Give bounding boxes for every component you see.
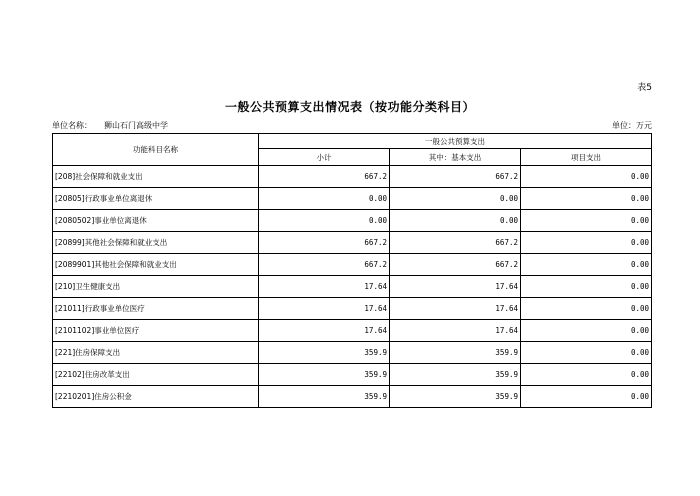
table-row	[53, 188, 652, 210]
row-subtotal-cell: 667.2	[259, 232, 390, 254]
row-name-cell: [2089901]其他社会保障和就业支出	[53, 254, 259, 276]
row-project-cell: 0.00	[521, 210, 652, 232]
table-row	[53, 276, 652, 298]
column-group-header: 一般公共预算支出	[259, 134, 652, 149]
row-subtotal-cell: 17.64	[259, 276, 390, 298]
row-basic-cell: 0.00	[390, 210, 521, 232]
unit-label: 单位名称：	[52, 121, 92, 130]
row-basic-cell: 359.9	[390, 364, 521, 386]
column-header-basic: 其中：基本支出	[390, 149, 521, 166]
currency-unit: 单位：万元	[612, 121, 652, 130]
row-basic-cell: 17.64	[390, 320, 521, 342]
column-header-project: 项目支出	[521, 149, 652, 166]
row-subtotal-cell: 667.2	[259, 254, 390, 276]
unit-info	[52, 120, 168, 131]
table-row	[53, 232, 652, 254]
column-header-name: 功能科目名称	[53, 134, 259, 166]
row-project-cell: 0.00	[521, 188, 652, 210]
row-name-cell: [208]社会保障和就业支出	[53, 166, 259, 188]
row-name-cell: [2080502]事业单位离退休	[53, 210, 259, 232]
table-number: 表5	[637, 83, 652, 93]
unit-name: 狮山石门高级中学	[104, 121, 168, 130]
row-basic-cell: 17.64	[390, 298, 521, 320]
row-basic-cell: 667.2	[390, 232, 521, 254]
row-project-cell: 0.00	[521, 342, 652, 364]
row-project-cell: 0.00	[521, 276, 652, 298]
table-row	[53, 166, 652, 188]
row-subtotal-cell: 667.2	[259, 166, 390, 188]
row-subtotal-cell: 359.9	[259, 342, 390, 364]
row-name-cell: [2101102]事业单位医疗	[53, 320, 259, 342]
row-basic-cell: 667.2	[390, 166, 521, 188]
table-row	[53, 254, 652, 276]
row-subtotal-cell: 17.64	[259, 320, 390, 342]
row-project-cell: 0.00	[521, 386, 652, 408]
row-name-cell: [21011]行政事业单位医疗	[53, 298, 259, 320]
page-title: 一般公共预算支出情况表（按功能分类科目）	[224, 100, 475, 114]
table-row	[53, 320, 652, 342]
row-subtotal-cell: 17.64	[259, 298, 390, 320]
row-project-cell: 0.00	[521, 364, 652, 386]
row-subtotal-cell: 0.00	[259, 210, 390, 232]
row-project-cell: 0.00	[521, 166, 652, 188]
table-row	[53, 210, 652, 232]
row-project-cell: 0.00	[521, 232, 652, 254]
row-name-cell: [210]卫生健康支出	[53, 276, 259, 298]
row-project-cell: 0.00	[521, 254, 652, 276]
budget-table	[52, 133, 652, 408]
table-row	[53, 298, 652, 320]
row-name-cell: [22102]住房改革支出	[53, 364, 259, 386]
row-basic-cell: 0.00	[390, 188, 521, 210]
row-subtotal-cell: 359.9	[259, 386, 390, 408]
column-header-subtotal: 小计	[259, 149, 390, 166]
row-name-cell: [221]住房保障支出	[53, 342, 259, 364]
table-row	[53, 364, 652, 386]
row-name-cell: [2210201]住房公积金	[53, 386, 259, 408]
row-subtotal-cell: 359.9	[259, 364, 390, 386]
row-name-cell: [20805]行政事业单位离退休	[53, 188, 259, 210]
row-basic-cell: 667.2	[390, 254, 521, 276]
row-name-cell: [20899]其他社会保障和就业支出	[53, 232, 259, 254]
row-basic-cell: 359.9	[390, 342, 521, 364]
row-basic-cell: 17.64	[390, 276, 521, 298]
row-subtotal-cell: 0.00	[259, 188, 390, 210]
table-row	[53, 342, 652, 364]
table-row	[53, 386, 652, 408]
row-project-cell: 0.00	[521, 320, 652, 342]
row-basic-cell: 359.9	[390, 386, 521, 408]
row-project-cell: 0.00	[521, 298, 652, 320]
